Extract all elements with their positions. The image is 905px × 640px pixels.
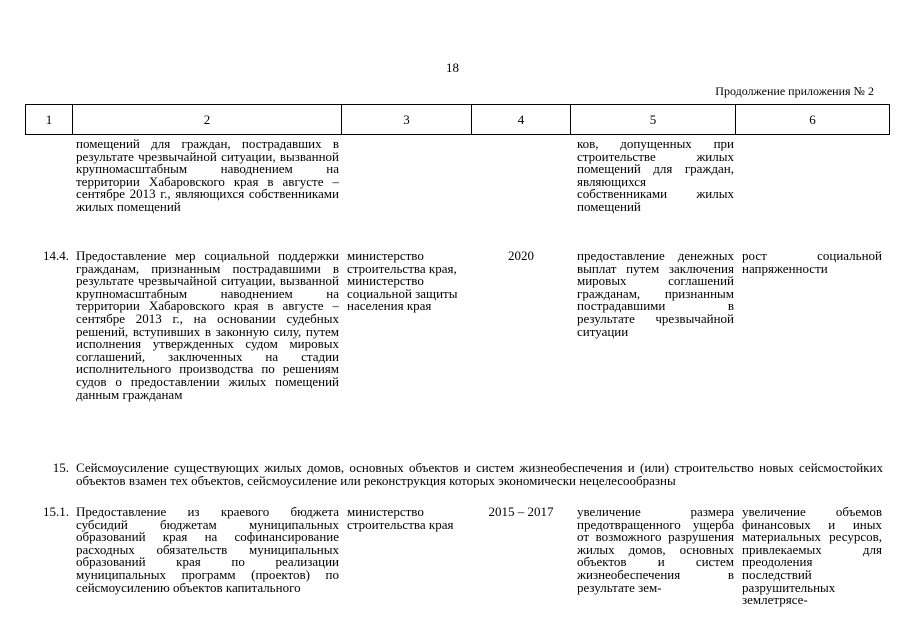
row-result-cell: предоставление денежных выплат путем заключения мировых соглашений гражданам, признанным пострадавшими в результате чрезвычайной ситуации bbox=[577, 248, 734, 339]
row-number: 14.4. bbox=[43, 248, 69, 263]
column-header-1: 1 bbox=[26, 105, 73, 135]
section-title: Сейсмоусиление существующих жилых домов, основных объектов и систем жизнеобеспечения и (или) строительство новых сейсмостойких объектов взамен тех объектов, сейсмоусиление или реконструкция которых экономически нецелесообразны bbox=[76, 460, 883, 488]
row-period-cell: 2020 bbox=[508, 248, 534, 263]
page-number: 18 bbox=[446, 60, 459, 75]
column-header-5: 5 bbox=[571, 105, 736, 135]
section-number: 15. bbox=[52, 460, 69, 475]
table-header bbox=[25, 104, 890, 135]
column-header-2: 2 bbox=[73, 105, 342, 135]
row-measure-cell: Предоставление мер социальной поддержки гражданам, признанным пострадавшими в результате чрезвычайной ситуации, вызванной крупномасштабным наводнением на территории Хабаровского края в августе – сентябре 2013 г., на основании судебных решений, вступивших в законную силу, путем исполнения утвержденных судом мировых соглашений, заключенных на стадии исполнительного производства по решениям судов о предоставлении жилых помещений данным гражданам bbox=[76, 248, 339, 402]
column-header-3: 3 bbox=[342, 105, 472, 135]
row-number: 15.1. bbox=[43, 504, 69, 519]
row-measure-cell: помещений для граждан, пострадавших в результате чрезвычайной ситуации, вызванной крупномасштабным наводнением на территории Хабаровского края в августе – сентябре 2013 г., являющихся собственниками жилых помещений bbox=[76, 136, 339, 214]
row-result-cell: ков, допущенных при строительстве жилых помещений для граждан, являющихся собственниками жилых помещений bbox=[577, 136, 734, 214]
row-result-cell: увеличение размера предотвращенного ущерба от возможного разрушения жилых домов, основных объектов и систем жизнеобеспечения в результате зем- bbox=[577, 504, 734, 595]
row-executor-cell: министерство строительства края, министерство социальной защиты населения края bbox=[347, 248, 458, 314]
appendix-continuation-label: Продолжение приложения № 2 bbox=[715, 84, 874, 98]
column-header-4: 4 bbox=[472, 105, 571, 135]
row-executor-cell: министерство строительства края bbox=[347, 504, 454, 532]
column-header-6: 6 bbox=[736, 105, 890, 135]
row-period-cell: 2015 – 2017 bbox=[488, 504, 554, 519]
row-effect-cell: увеличение объемов финансовых и иных материальных ресурсов, привлекаемых для преодоления последствий разрушительных землетрясе- bbox=[742, 504, 882, 608]
row-effect-cell: рост социальной напряженности bbox=[742, 248, 882, 276]
row-measure-cell: Предоставление из краевого бюджета субсидий бюджетам муниципальных образований края на софинансирование расходных обязательств муниципальных образований края по реализации муниципальных программ (проектов) по сейсмоусилению объектов капитального bbox=[76, 504, 339, 595]
